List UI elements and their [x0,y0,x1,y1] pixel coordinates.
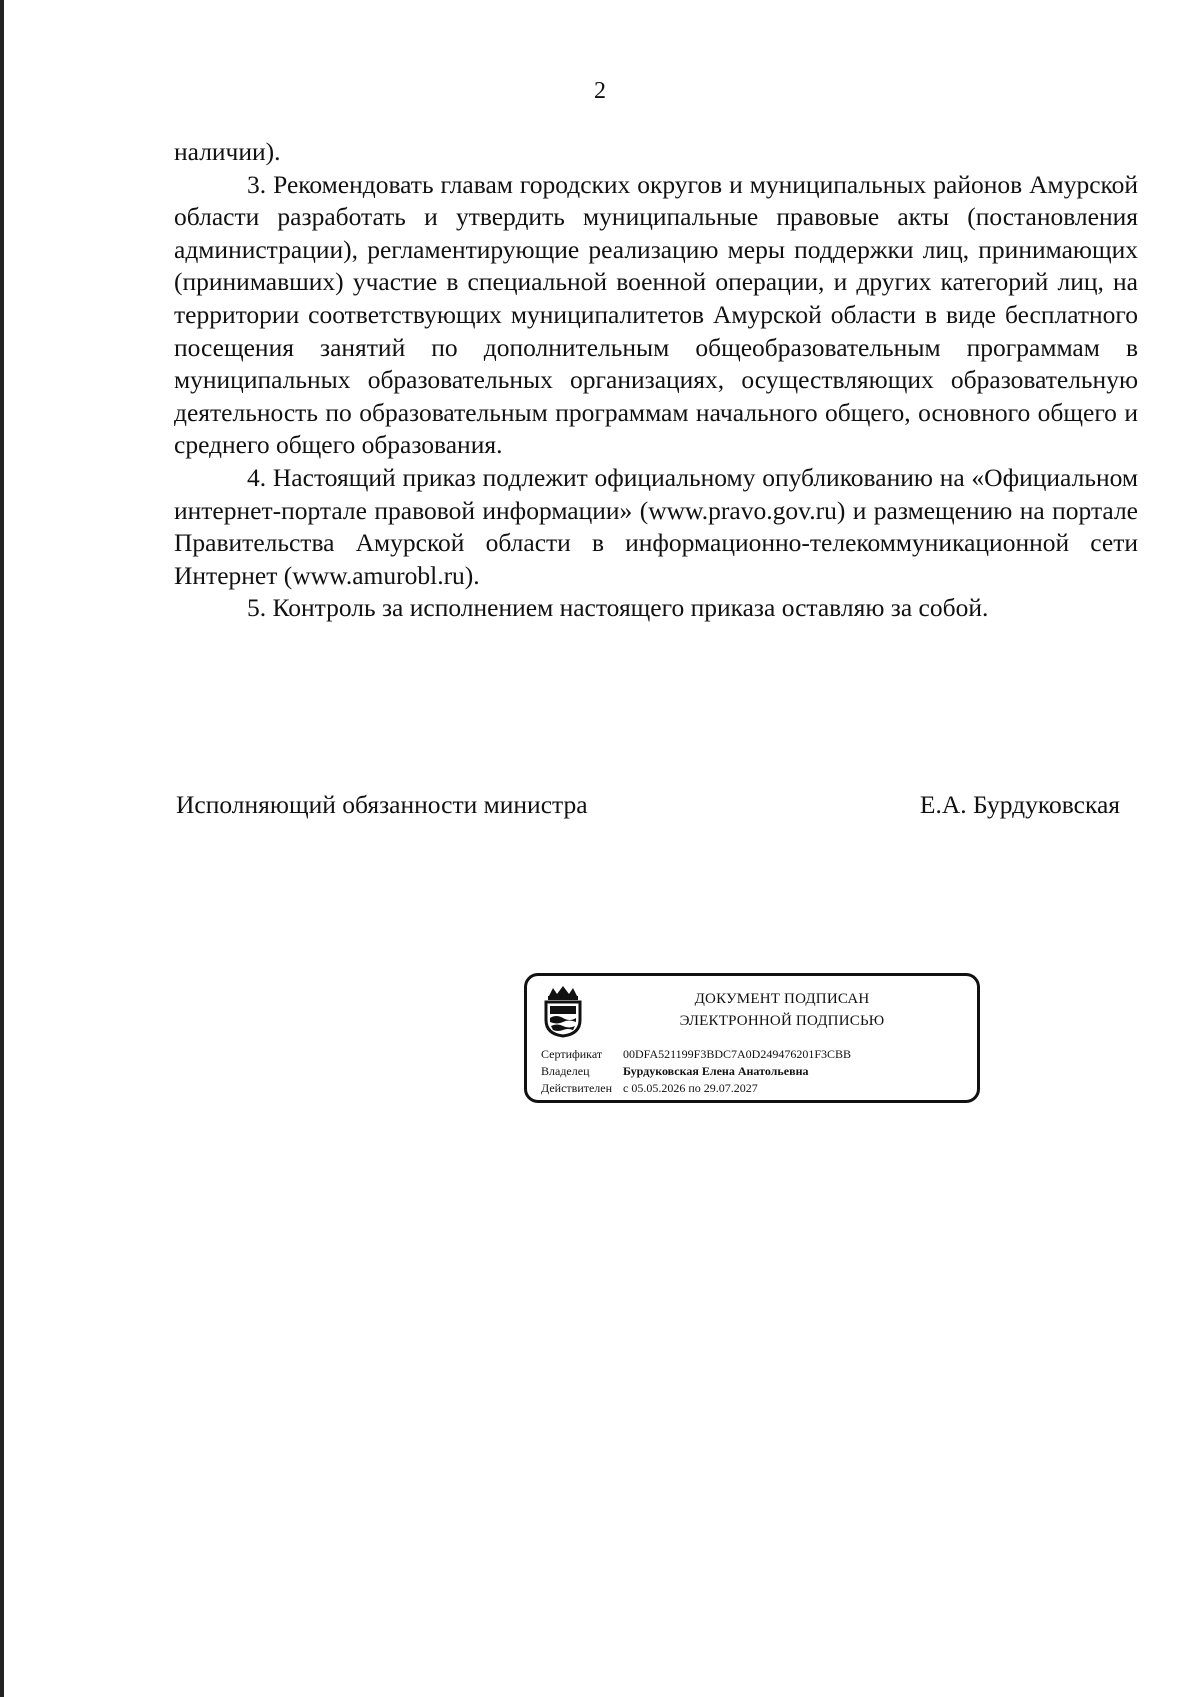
stamp-certificate-row [541,1046,971,1063]
stamp-title [597,988,967,1032]
valid-value: с 05.05.2026 по 29.07.2027 [623,1081,758,1095]
stamp-details [541,1046,971,1097]
valid-label: Действителен [541,1081,613,1095]
signer-position: Исполняющий обязанности министра [176,790,588,819]
owner-label: Владелец [541,1064,590,1078]
page-number: 2 [594,78,606,104]
paragraph-3: 3. Рекомендовать главам городских округов и муниципальных районов Амурской области разработать и утвердить муниципальные правовые акты (постановления администрации), регламентирующие реализацию меры поддержки лиц, принимающих (принимавших) участие в специальной военной операции, и других категорий лиц, на территории соответствующих муниципалитетов Амурской области в виде бесплатного посещения занятий по дополнительным общеобразовательным программам в муниципальных образовательных организациях, осуществляющих образовательную деятельность по образовательным программам начального общего, основного общего и среднего общего образования. [174,169,1138,460]
certificate-label: Сертификат [541,1047,603,1061]
stamp-title-line2: ЭЛЕКТРОННОЙ ПОДПИСЬЮ [679,1013,885,1029]
signature-block [176,790,1120,822]
stamp-owner-row [541,1063,971,1080]
paragraph-continuation: наличии). [174,137,281,166]
stamp-title-line1: ДОКУМЕНТ ПОДПИСАН [694,991,870,1007]
amur-region-coat-of-arms-icon [541,984,585,1038]
owner-value: Бурдуковская Елена Анатольевна [623,1064,809,1078]
paragraph-4: 4. Настоящий приказ подлежит официальному опубликованию на «Официальном интернет-портале правовой информации» (www.pravo.gov.ru) и размещению на портале Правительства Амурской области в информационно-телекоммуникационной сети Интернет (www.amurobl.ru). [174,462,1138,590]
stamp-validity-row [541,1080,971,1097]
certificate-value: 00DFA521199F3BDC7A0D249476201F3CBB [623,1047,852,1061]
paragraph-5: 5. Контроль за исполнением настоящего приказа оставляю за собой. [247,593,989,623]
electronic-signature-stamp [524,973,980,1103]
signer-name: Е.А. Бурдуковская [919,790,1120,819]
document-body [174,136,1138,625]
scan-edge [0,0,4,1697]
